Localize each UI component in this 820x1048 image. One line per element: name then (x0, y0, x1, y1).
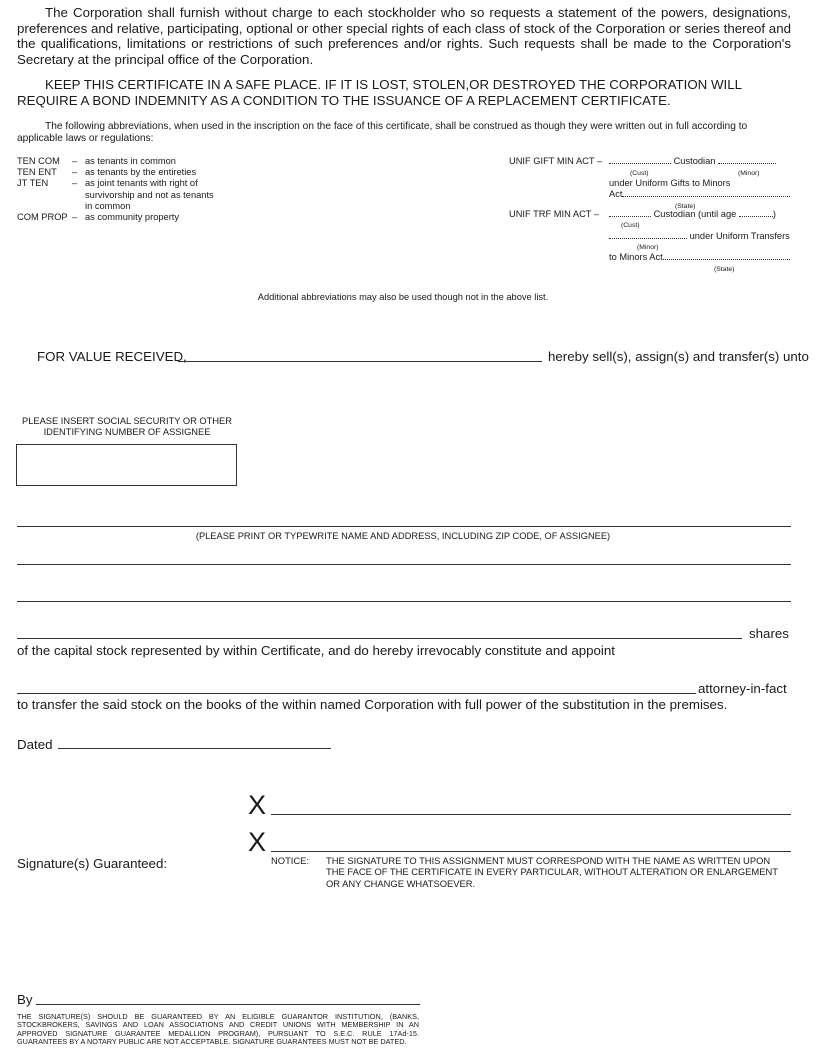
unif-trf-block: Custodian (until age ) (Cust) under Uniform Transfers (Minor) to Minors Act (State) (609, 209, 791, 275)
trf-minor-caption: (Minor) (637, 244, 659, 252)
attorney-blank[interactable] (17, 693, 696, 694)
trf-minor-blank[interactable] (609, 238, 687, 239)
keep-safe-paragraph: KEEP THIS CERTIFICATE IN A SAFE PLACE. IF IT IS LOST, STOLEN,OR DESTROYED THE CORPORATION WILL REQUIRE A BOND INDEMNITY AS A CONDITION TO THE ISSUANCE OF A REPLACEMENT CERTIFICATE. (17, 77, 742, 108)
gift-cust-caption: (Cust) (630, 170, 649, 178)
abbreviation-list (17, 156, 257, 223)
signature-line-2[interactable] (271, 851, 791, 852)
trf-state-caption: (State) (714, 265, 735, 273)
assignee-address-line-2[interactable] (17, 601, 791, 602)
abbreviation-row: JT TEN – as joint tenants with right of (17, 178, 198, 189)
gift-cust-blank[interactable] (609, 163, 671, 164)
gift-state-caption: (State) (675, 202, 696, 210)
gift-under-text: under Uniform Gifts to Minors (609, 178, 731, 189)
notice-text: THE SIGNATURE TO THIS ASSIGNMENT MUST CORRESPOND WITH THE NAME AS WRITTEN UPON THE FACE OF THE CERTIFICATE IN EVERY PARTICULAR, WITHOUT ALTERATION OR ENLARGEMENT OR ANY CHANGE WHATSOEVER. (326, 855, 778, 889)
attorney-label: attorney-in-fact (698, 681, 787, 696)
for-value-label: FOR VALUE RECEIVED, (37, 349, 187, 364)
abbreviation-row: survivorship and not as tenants (85, 189, 214, 200)
notice-label: NOTICE: (271, 855, 310, 866)
capital-stock-text: of the capital stock represented by within Certificate, and do hereby irrevocably constitute and appoint (17, 643, 615, 658)
unif-trf-label: UNIF TRF MIN ACT – (509, 209, 600, 219)
for-value-blank[interactable] (178, 361, 542, 362)
dated-label: Dated (17, 737, 53, 752)
signature-guaranteed-label: Signature(s) Guaranteed: (17, 856, 168, 871)
transfer-books-text: to transfer the said stock on the books of the within named Corporation with full power of the substitution in the premises. (17, 697, 728, 712)
furnish-paragraph: The Corporation shall furnish without charge to each stockholder who so requests a statement of the powers, designations, preferences and relative, participating, optional or other special rights of each class of stock of the Corporation or series thereof and the qualifications, limitations or restrictions of such preferences and/or rights. Such requests shall be made to the Corporation's Secretary at the principal office of the Corporation. (17, 5, 791, 67)
trf-cust-caption: (Cust) (621, 222, 640, 230)
by-signature-line[interactable] (36, 1004, 420, 1005)
trf-custodian-label: Custodian (until age (653, 209, 737, 219)
signature-line-1[interactable] (271, 814, 791, 815)
shares-blank[interactable] (17, 638, 742, 639)
trf-age-blank[interactable] (739, 216, 773, 217)
assignee-address-line-1[interactable] (17, 564, 791, 565)
ssn-label: PLEASE INSERT SOCIAL SECURITY OR OTHER IDENTIFYING NUMBER OF ASSIGNEE (22, 416, 232, 438)
abbreviation-row: in common (85, 200, 131, 211)
name-address-note: (PLEASE PRINT OR TYPEWRITE NAME AND ADDRESS, INCLUDING ZIP CODE, OF ASSIGNEE) (195, 531, 611, 541)
trf-to-minors-text: to Minors Act (609, 252, 663, 263)
gift-minor-blank[interactable] (718, 163, 776, 164)
unif-gift-label: UNIF GIFT MIN ACT – (509, 156, 603, 166)
abbreviation-row: TEN COM – as tenants in common (17, 156, 176, 166)
shares-label: shares (749, 626, 789, 641)
by-label: By (17, 992, 33, 1007)
dated-blank[interactable] (58, 748, 331, 749)
hereby-sell-label: hereby sell(s), assign(s) and transfer(s) unto (548, 349, 809, 364)
additional-abbrev-note: Additional abbreviations may also be used though not in the above list. (257, 292, 549, 302)
signature-x-mark-2: X (248, 827, 267, 857)
abbreviation-row: COM PROP – as community property (17, 212, 180, 223)
gift-minor-caption: (Minor) (738, 170, 760, 178)
unif-gift-block (609, 156, 791, 212)
signature-x-mark-1: X (248, 790, 267, 820)
abbreviation-row: TEN ENT – as tenants by the entireties (17, 167, 197, 178)
trf-state-blank[interactable] (663, 259, 790, 260)
abbrev-intro-paragraph: The following abbreviations, when used in the inscription on the face of this certificate, shall be construed as though they were written out in full according to applicable laws or regulations: (17, 121, 748, 144)
trf-under-text: under Uniform Transfers (689, 231, 790, 242)
guarantor-fine-print: THE SIGNATURE(S) SHOULD BE GUARANTEED BY AN ELIGIBLE GUARANTOR INSTITUTION, (BANKS, STOCKBROKERS, SAVINGS AND LOAN ASSOCIATIONS AND CREDIT UNIONS WITH MEMBERSHIP IN AN APPROVED SIGNATURE GUARANTEE MEDALLION PROGRAM), PURSUANT TO S.E.C. RULE 17Ad-15. GUARANTEES BY A NOTARY PUBLIC ARE NOT ACCEPTABLE. SIGNATURE GUARANTEES MUST NOT BE DATED. (17, 1012, 419, 1047)
assignee-name-line[interactable] (17, 526, 791, 527)
gift-custodian-label: Custodian (673, 156, 716, 166)
trf-cust-blank[interactable] (609, 216, 651, 217)
gift-act-text: Act (609, 189, 623, 200)
ssn-input-box[interactable] (16, 444, 237, 486)
gift-state-blank[interactable] (622, 196, 790, 197)
